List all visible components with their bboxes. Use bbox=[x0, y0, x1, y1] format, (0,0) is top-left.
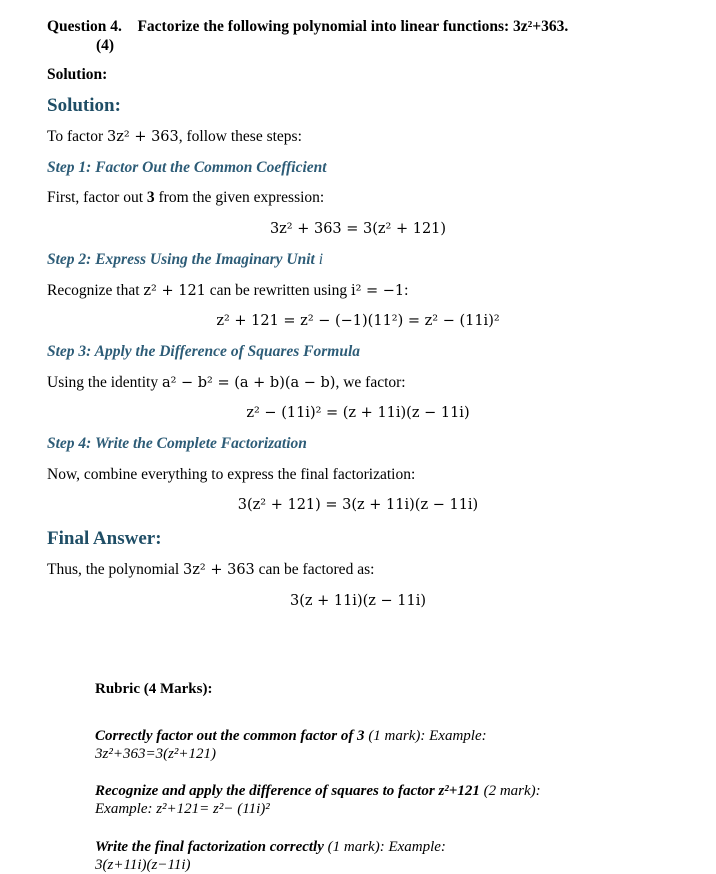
step-2-equation bbox=[0, 312, 716, 330]
rubric-item-3 bbox=[95, 838, 446, 874]
step-4-equation-math: 3(z² + 121) = 3(z + 11i)(z − 11i) bbox=[237, 497, 479, 513]
step-1-text-after: from the given expression: bbox=[154, 189, 325, 206]
intro-paragraph bbox=[47, 128, 302, 146]
final-equation-math: 3(z + 11i)(z − 11i) bbox=[289, 593, 427, 609]
rubric-item-2 bbox=[95, 782, 541, 818]
step-2-math-2: i² = −1 bbox=[350, 283, 405, 299]
intro-math: 3z² + 363 bbox=[107, 129, 179, 145]
step-2-text bbox=[47, 282, 408, 300]
step-1-title: Step 1: Factor Out the Common Coefficient bbox=[47, 159, 327, 176]
rubric-item-2-criterion: Recognize and apply the difference of squares to factor z²+121 bbox=[95, 783, 480, 799]
step-1-equation-math: 3z² + 363 = 3(z² + 121) bbox=[269, 221, 447, 237]
rubric-item-1 bbox=[95, 727, 487, 763]
rubric-title: Rubric (4 Marks): bbox=[95, 681, 213, 697]
rubric-item-3-criterion: Write the final factorization correctly bbox=[95, 839, 324, 855]
final-answer-equation bbox=[0, 592, 716, 610]
step-1-equation bbox=[0, 220, 716, 238]
step-2-text-before: Recognize that bbox=[47, 282, 144, 299]
step-1-text-bold: 3 bbox=[146, 189, 155, 206]
final-text-after: can be factored as: bbox=[254, 561, 375, 578]
step-4-text: Now, combine everything to express the final factorization: bbox=[47, 466, 416, 483]
intro-text-after: , follow these steps: bbox=[178, 128, 302, 145]
step-3-text-before: Using the identity bbox=[47, 374, 162, 391]
step-3-equation bbox=[0, 404, 716, 422]
rubric-item-1-marks: (1 mark): Example: bbox=[364, 728, 487, 744]
step-2-math-1: z² + 121 bbox=[143, 283, 206, 299]
step-1-text bbox=[47, 189, 324, 207]
step-3-title: Step 3: Apply the Difference of Squares Formula bbox=[47, 343, 361, 360]
step-3-math: a² − b² = (a + b)(a − b) bbox=[161, 375, 336, 391]
question-text: Factorize the following polynomial into linear functions: 3z²+363. bbox=[137, 18, 569, 35]
final-text-before: Thus, the polynomial bbox=[47, 561, 184, 578]
step-3-text bbox=[47, 374, 406, 392]
question-label: Question 4. bbox=[47, 18, 122, 35]
step-2-title bbox=[47, 251, 323, 269]
intro-text: To factor bbox=[47, 128, 108, 145]
final-answer-heading: Final Answer: bbox=[47, 528, 162, 549]
step-4-title: Step 4: Write the Complete Factorization bbox=[47, 435, 307, 452]
step-3-equation-math: z² − (11i)² = (z + 11i)(z − 11i) bbox=[246, 405, 470, 421]
solution-label: Solution: bbox=[47, 66, 108, 83]
question-marks: (4) bbox=[96, 37, 115, 54]
question-header bbox=[47, 18, 568, 36]
step-1-text-before: First, factor out bbox=[47, 189, 147, 206]
rubric-item-2-example: Example: z²+121= z²− (11i)² bbox=[95, 801, 270, 817]
rubric-item-2-marks: (2 mark): bbox=[479, 783, 541, 799]
step-2-title-unit: i bbox=[318, 251, 324, 268]
final-math: 3z² + 363 bbox=[183, 562, 255, 578]
step-3-text-after: , we factor: bbox=[335, 374, 406, 391]
solution-heading: Solution: bbox=[47, 95, 121, 116]
rubric-item-1-criterion: Correctly factor out the common factor of 3 bbox=[95, 728, 365, 744]
rubric-item-3-example: 3(z+11i)(z−11i) bbox=[95, 857, 191, 873]
final-answer-text bbox=[47, 561, 374, 579]
step-2-equation-math: z² + 121 = z² − (−1)(11²) = z² − (11i)² bbox=[216, 313, 500, 329]
step-4-equation bbox=[0, 496, 716, 514]
step-2-title-text: Step 2: Express Using the Imaginary Unit bbox=[47, 251, 319, 268]
step-2-text-mid: can be rewritten using bbox=[205, 282, 351, 299]
rubric-item-1-example: 3z²+363=3(z²+121) bbox=[95, 746, 217, 762]
step-2-text-after: : bbox=[404, 282, 409, 299]
rubric-item-3-marks: (1 mark): Example: bbox=[323, 839, 446, 855]
